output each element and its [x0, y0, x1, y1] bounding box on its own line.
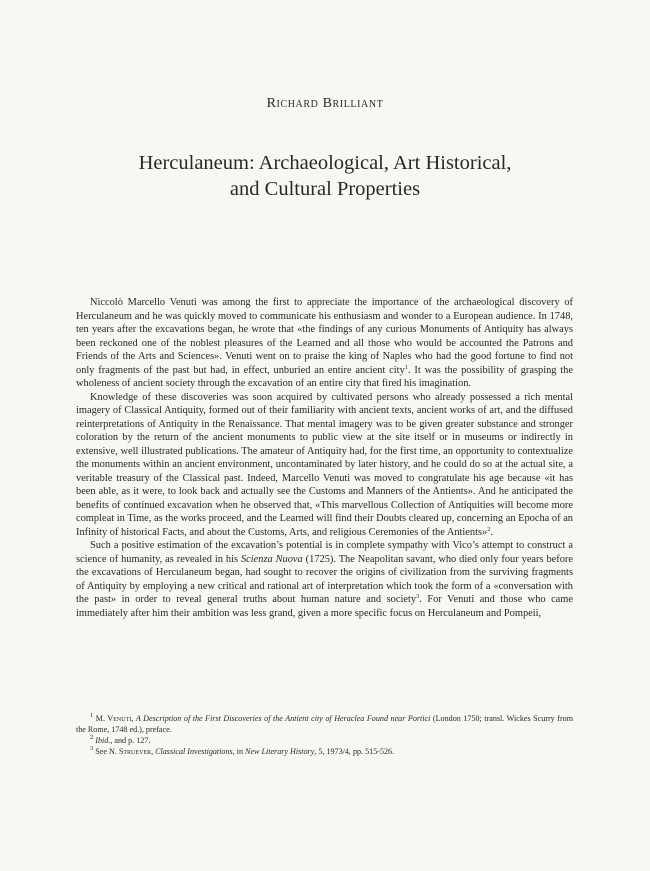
footnote-number: 3	[90, 745, 94, 752]
footnotes	[76, 713, 573, 757]
footnote-work: A Description of the First Discoveries of the Antient city of Heraclea Found near Portici	[135, 714, 431, 723]
article-title	[60, 150, 590, 202]
footnote-ref: 2	[487, 525, 491, 533]
footnote-text: ,	[151, 747, 156, 756]
footnote-text: , and p. 127.	[110, 736, 151, 745]
footnote-ref: 3	[416, 593, 420, 600]
footnote-author: M. Venuti	[95, 714, 132, 723]
footnote-1	[76, 713, 573, 735]
paragraph-text: Knowledge of these discoveries was soon acquired by cultivated persons who already possessed a rich mental imagery of Classical Antiquity, formed out of their familiarity with ancient texts, ancient works of art, and the diffused reinterpretations of Antiquity in the Renaissance. That mental imagery was to be given greater substance and stronger coloration by the return of the ancient monuments to public view at the site itself or in museums or indirectly in extensive, well illustrated publications. The amateur of Antiquity had, for the first time, an opportunity to contextualize the monuments within an ancient environment, uncontaminated by later history, and he could do so at the actual site, a veritable treasury of the Classical past. Indeed, Marcello Venuti was moved to congratulate his age because «it has been able, as it were, to look back and actually see the Customs and Manners of the Antients». And he anticipated the benefits of continued excavation when he observed that, «This marvellous Collection of Antiquities will become more compleat in Time, as the works proceed, and the Learned will find their Doubts cleared up, concerning an Epocha of an Infinity of historical Facts, and about the Customs, Arts, and religious Ceremonies of the Antients»	[76, 391, 573, 538]
footnote-text: (London 1750; transl. Wickes Scurry from the Rome, 1748 ed.), preface.	[76, 714, 573, 734]
footnote-text: , 5, 1973/4, pp. 515-526.	[314, 747, 395, 756]
paragraph-2	[76, 391, 573, 540]
title-line-1: Herculaneum: Archaeological, Art Historical,	[138, 152, 512, 174]
footnote-work: Classical Investigations	[155, 747, 233, 756]
footnote-ref: 1	[404, 363, 409, 371]
paragraph-text: .	[490, 526, 494, 538]
footnote-text: See	[95, 747, 109, 756]
author-name: Richard Brilliant	[266, 96, 384, 111]
paragraph-text: (1725). The Neapolitan savant, who died only four years before the excavations of Herculaneum began, had sought to recover the origins of civilization from the surviving fragments of Antiquity by employing a new critical and rational art of interpretation which took the form of a «conversation with the past» in order to reveal general truths about human nature and society	[76, 553, 574, 605]
footnote-journal: New Literary History	[245, 747, 315, 756]
italic-title: Scienza Nuova	[240, 553, 303, 565]
paragraph-text: . For Venuti and those who came immediately after him their ambition was less grand, given a more specific focus on Herculaneum and Pompeii,	[76, 594, 573, 619]
paragraph-1	[76, 296, 573, 391]
footnote-number: 1	[90, 712, 94, 719]
footnote-text: , in	[232, 747, 246, 756]
footnote-2	[76, 735, 573, 746]
paragraph-3	[76, 539, 573, 620]
article-body	[76, 296, 573, 620]
paragraph-text: . It was the possibility of grasping the wholeness of ancient society through the excavation of an entire city that fired his imagination.	[76, 364, 573, 389]
footnote-ibid: Ibid.	[95, 736, 111, 745]
footnote-text: ,	[131, 714, 136, 723]
paragraph-text: Such a positive estimation of the excavation’s potential is in complete sympathy with Vico’s attempt to construct a science of humanity, as revealed in his	[76, 540, 573, 565]
title-line-2: and Cultural Properties	[229, 178, 421, 200]
footnote-3	[76, 746, 573, 757]
footnote-author: N. Struever	[109, 747, 152, 756]
footnote-number: 2	[90, 734, 94, 741]
paragraph-text: Niccolò Marcello Venuti was among the first to appreciate the importance of the archaeological discovery of Herculaneum and he was quickly moved to communicate his enthusiasm and wonder to a European audience. In 1748, ten years after the excavations began, he wrote that «the findings of any curious Monuments of Antiquity has always been reckoned one of the noblest pleasures of the Learned and all those who would be accounted the Patrons and Friends of the Arts and Sciences». Venuti went on to praise the king of Naples who had the good fortune to find not only fragments of the past but had, in effect, unburied an entire ancient city	[76, 297, 573, 376]
